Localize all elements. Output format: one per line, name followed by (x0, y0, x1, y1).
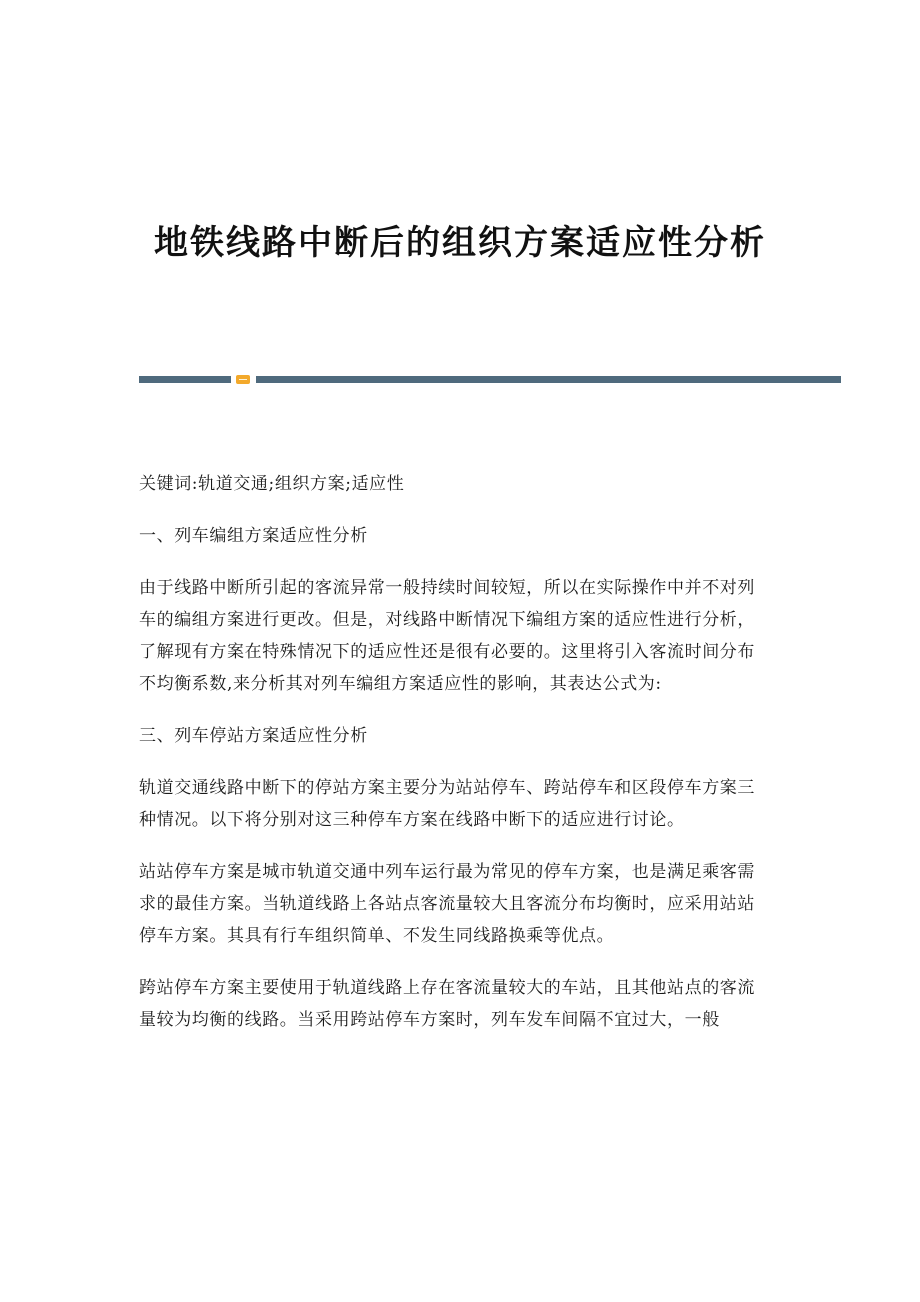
document-title: 地铁线路中断后的组织方案适应性分析 (154, 223, 766, 263)
title-divider (139, 375, 841, 384)
body-paragraph: 轨道交通线路中断下的停站方案主要分为站站停车、跨站停车和区段停车方案三种情况。以下将分别对这三种停车方案在线路中断下的适应进行讨论。 (139, 778, 755, 830)
keywords-line: 关键词:轨道交通;组织方案;适应性 (139, 474, 405, 494)
body-paragraph: 由于线路中断所引起的客流异常一般持续时间较短，所以在实际操作中并不对列车的编组方案进行更改。但是，对线路中断情况下编组方案的适应性进行分析，了解现有方案在特殊情况下的适应性还是很有必要的。这里将引入客流时间分布不均衡系数,来分析其对列车编组方案适应性的影响，其表达公式为: (139, 578, 755, 694)
divider-bar-right (256, 376, 841, 383)
body-paragraph: 站站停车方案是城市轨道交通中列车运行最为常见的停车方案，也是满足乘客需求的最佳方案。当轨道线路上各站点客流量较大且客流分布均衡时，应采用站站停车方案。其具有行车组织简单、不发生同线路换乘等优点。 (139, 862, 755, 946)
document-body (139, 468, 771, 1036)
body-paragraph: 跨站停车方案主要使用于轨道线路上存在客流量较大的车站，且其他站点的客流量较为均衡的线路。当采用跨站停车方案时，列车发车间隔不宜过大，一般 (139, 978, 755, 1030)
section-heading: 三、列车停站方案适应性分析 (139, 726, 368, 746)
divider-emblem-icon (236, 375, 250, 384)
divider-bar-left (139, 376, 231, 383)
section-heading: 一、列车编组方案适应性分析 (139, 526, 368, 546)
